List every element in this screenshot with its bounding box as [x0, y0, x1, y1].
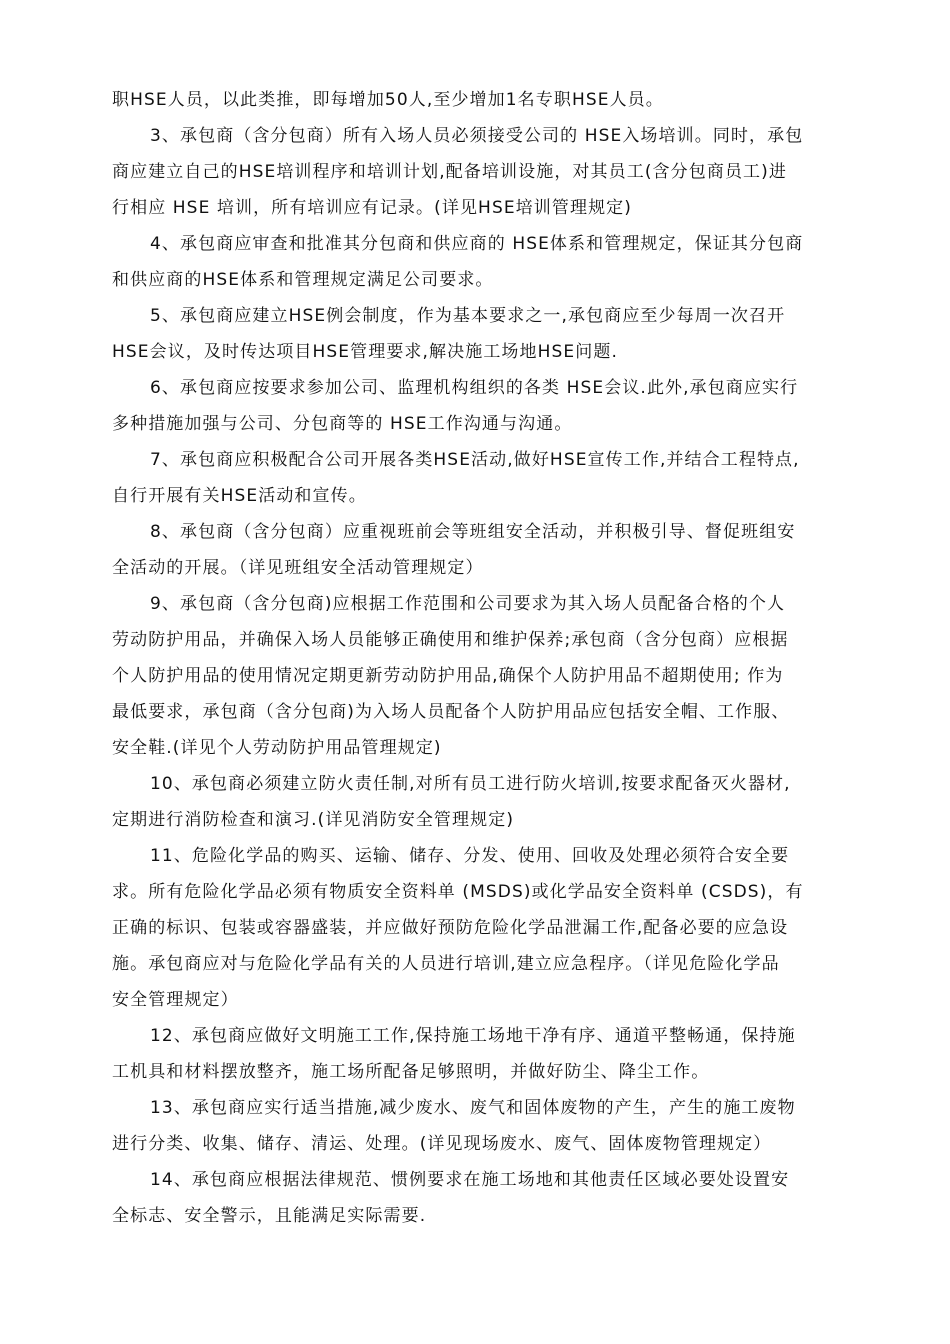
text-line: 安全管理规定）	[112, 990, 239, 1010]
text-line: 全标志、安全警示，且能满足实际需要.	[112, 1206, 427, 1226]
text-line: 和供应商的HSE体系和管理规定满足公司要求。	[112, 270, 494, 290]
paragraph-5-line: 5、承包商应建立HSE例会制度，作为基本要求之一,承包商应至少每周一次召开	[150, 306, 786, 326]
paragraph-10-line: 10、承包商必须建立防火责任制,对所有员工进行防火培训,按要求配备灭火器材,	[150, 774, 791, 794]
text-line: 工机具和材料摆放整齐，施工场所配备足够照明，并做好防尘、降尘工作。	[112, 1062, 710, 1082]
paragraph-7-line: 7、承包商应积极配合公司开展各类HSE活动,做好HSE宣传工作,并结合工程特点,	[150, 450, 800, 470]
text-line: 多种措施加强与公司、分包商等的 HSE工作沟通与沟通。	[112, 414, 573, 434]
text-line: 行相应 HSE 培训，所有培训应有记录。(详见HSE培训管理规定)	[112, 198, 633, 218]
text-line: 自行开展有关HSE活动和宣传。	[112, 486, 367, 506]
text-line: 个人防护用品的使用情况定期更新劳动防护用品,确保个人防护用品不超期使用; 作为	[112, 666, 784, 686]
paragraph-3-line: 3、承包商（含分包商）所有入场人员必须接受公司的 HSE入场培训。同时，承包	[150, 126, 804, 146]
paragraph-14-line: 14、承包商应根据法律规范、惯例要求在施工场地和其他责任区域必要处设置安	[150, 1170, 790, 1190]
text-line: 安全鞋.(详见个人劳动防护用品管理规定)	[112, 738, 442, 758]
text-line: 求。所有危险化学品必须有物质安全资料单 (MSDS)或化学品安全资料单 (CSDS)，有	[112, 882, 804, 902]
paragraph-12-line: 12、承包商应做好文明施工工作,保持施工场地干净有序、通道平整畅通，保持施	[150, 1026, 796, 1046]
text-line: 正确的标识、包装或容器盛装，并应做好预防危险化学品泄漏工作,配备必要的应急设	[112, 918, 789, 938]
text-line: 进行分类、收集、储存、清运、处理。(详见现场废水、废气、固体废物管理规定）	[112, 1134, 772, 1154]
text-line: HSE会议，及时传达项目HSE管理要求,解决施工场地HSE问题.	[112, 342, 618, 362]
paragraph-6-line: 6、承包商应按要求参加公司、监理机构组织的各类 HSE会议.此外,承包商应实行	[150, 378, 799, 398]
text-line: 职HSE人员，以此类推，即每增加50人,至少增加1名专职HSE人员。	[112, 90, 664, 110]
text-line: 施。承包商应对与危险化学品有关的人员进行培训,建立应急程序。（详见危险化学品	[112, 954, 780, 974]
paragraph-4-line: 4、承包商应审查和批准其分包商和供应商的 HSE体系和管理规定，保证其分包商	[150, 234, 804, 254]
text-line: 定期进行消防检查和演习.(详见消防安全管理规定)	[112, 810, 515, 830]
text-line: 全活动的开展。（详见班组安全活动管理规定）	[112, 558, 484, 578]
paragraph-8-line: 8、承包商（含分包商）应重视班前会等班组安全活动，并积极引导、督促班组安	[150, 522, 796, 542]
paragraph-9-line: 9、承包商（含分包商)应根据工作范围和公司要求为其入场人员配备合格的个人	[150, 594, 786, 614]
paragraph-13-line: 13、承包商应实行适当措施,减少废水、废气和固体废物的产生，产生的施工废物	[150, 1098, 796, 1118]
text-line: 劳动防护用品，并确保入场人员能够正确使用和维护保养;承包商（含分包商）应根据	[112, 630, 789, 650]
text-line: 商应建立自己的HSE培训程序和培训计划,配备培训设施，对其员工(含分包商员工)进	[112, 162, 787, 182]
paragraph-11-line: 11、危险化学品的购买、运输、储存、分发、使用、回收及处理必须符合安全要	[150, 846, 790, 866]
text-line: 最低要求，承包商（含分包商)为入场人员配备个人防护用品应包括安全帽、工作服、	[112, 702, 790, 722]
